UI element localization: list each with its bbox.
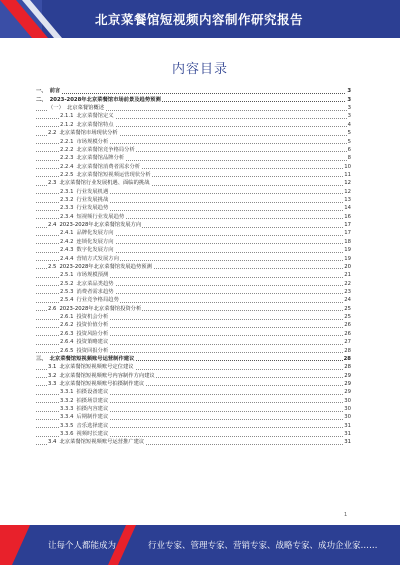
toc-entry-page: 20 <box>344 263 351 270</box>
toc-entry-number: 一、 <box>36 88 47 95</box>
toc-entry-number: 2.4.2 <box>60 238 74 245</box>
toc-entry[interactable] <box>36 162 351 170</box>
toc-entry-text: 投资风险分析 <box>76 330 109 337</box>
toc-entry-page: 16 <box>344 213 351 220</box>
toc-entry-text: 北京菜餐馆定义 <box>76 113 114 120</box>
toc-entry-number: 2.5.2 <box>60 280 74 287</box>
toc-entry-number: 3.2 <box>48 372 57 379</box>
toc-entry[interactable] <box>36 413 351 421</box>
toc-entry-label <box>60 289 115 296</box>
toc-entry-page: 5 <box>347 138 351 145</box>
toc-entry[interactable] <box>36 263 351 271</box>
toc-entry-number: 2.5.3 <box>60 288 74 295</box>
toc-entry-text: 消费者需求趋势 <box>76 288 114 295</box>
toc-entry[interactable] <box>36 388 351 396</box>
toc-entry-text: 投资回报分析 <box>76 347 109 354</box>
toc-entry-page: 24 <box>344 297 351 304</box>
toc-entry-text: 投资价值分析 <box>76 322 109 329</box>
toc-entry[interactable] <box>36 346 351 354</box>
toc-entry-page: 3 <box>347 113 351 120</box>
toc-entry-label <box>60 331 109 338</box>
toc-entry-number: 2.3.4 <box>60 213 74 220</box>
toc-entry[interactable] <box>36 187 351 195</box>
toc-entry-text: 行业发展趋势 <box>76 205 109 212</box>
toc-entry-text: 视频时长建议 <box>76 431 109 438</box>
toc-entry-page: 30 <box>344 414 351 421</box>
toc-entry[interactable] <box>36 204 351 212</box>
toc-entry-number: 2.4.1 <box>60 230 74 237</box>
toc-entry[interactable] <box>36 279 351 287</box>
toc-entry-page: 25 <box>344 305 351 312</box>
toc-entry-page: 31 <box>344 422 351 429</box>
toc-entry-page: 28 <box>344 347 351 354</box>
toc-entry-label <box>60 256 120 263</box>
toc-entry-page: 19 <box>344 255 351 262</box>
footer-red-stripe <box>0 525 30 565</box>
toc-entry[interactable] <box>36 421 351 429</box>
toc-entry-text: 拍摄内容建议 <box>76 406 109 413</box>
toc-entry[interactable] <box>36 120 351 128</box>
toc-entry-label <box>60 155 125 162</box>
toc-entry-page: 3 <box>347 96 351 103</box>
toc-entry-text: 北京菜餐馆特点 <box>76 121 114 128</box>
toc-entry-text: 北京菜餐馆短视频账号运营制作建议 <box>49 355 135 362</box>
toc-entry-label <box>60 423 109 430</box>
toc-entry-label <box>60 314 109 321</box>
toc-entry[interactable] <box>36 338 351 346</box>
toc-entry[interactable] <box>36 430 351 438</box>
toc-entry-page: 5 <box>347 130 351 137</box>
toc-heading: 内容目录 <box>171 62 228 77</box>
toc-entry-label <box>48 373 156 380</box>
toc-entry-text: 北京菜品类趋势 <box>76 280 114 287</box>
toc-entry-number: 三、 <box>36 355 47 362</box>
toc-entry-label <box>60 389 109 396</box>
toc-entry[interactable] <box>36 104 351 112</box>
toc-entry-text: 2023-2028年北京菜餐馆投资分析 <box>59 305 142 312</box>
toc-entry-page: 14 <box>344 205 351 212</box>
toc-entry-page: 10 <box>344 163 351 170</box>
toc-entry-text: 投资机会分析 <box>76 314 109 321</box>
toc-entry-number: 3.3.6 <box>60 431 74 438</box>
toc-entry-label <box>60 122 115 129</box>
toc-entry-page: 27 <box>344 339 351 346</box>
toc-entry[interactable] <box>36 438 351 446</box>
toc-dot-leader <box>36 93 351 94</box>
toc-entry-number: 2.2.2 <box>60 146 74 153</box>
toc-entry[interactable] <box>36 371 351 379</box>
toc-entry-text: 市场规模分析 <box>76 138 109 145</box>
toc-entry-label <box>60 431 109 438</box>
toc-entry-page: 18 <box>344 238 351 245</box>
header-banner <box>0 0 400 38</box>
toc-entry-number: 2.3.3 <box>60 205 74 212</box>
toc-entry[interactable] <box>36 246 351 254</box>
toc-entry-text: 数字化发展方向 <box>76 247 114 254</box>
toc-entry-label <box>48 180 151 187</box>
toc-entry-label <box>60 239 115 246</box>
toc-entry-page: 28 <box>344 364 351 371</box>
toc-entry-label <box>60 398 109 405</box>
toc-entry-text: 北京菜餐馆短视频运营现状分析 <box>76 171 151 178</box>
toc-entry-number: 2.1.1 <box>60 113 74 120</box>
toc-entry-number: 2.5.1 <box>60 272 74 279</box>
toc-entry-label <box>60 214 125 221</box>
toc-entry[interactable] <box>36 212 351 220</box>
toc-entry-page: 25 <box>344 314 351 321</box>
toc-entry-text: 品牌化发展方向 <box>76 230 114 237</box>
report-title: 北京菜餐馆短视频内容制作研究报告 <box>95 12 304 27</box>
toc-entry-page: 13 <box>344 197 351 204</box>
toc-entry-number: 2.2.3 <box>60 155 74 162</box>
toc-entry-label <box>48 381 145 388</box>
toc-entry-label <box>60 322 109 329</box>
toc-entry-page: 17 <box>344 230 351 237</box>
toc-entry-text: 投资策略建议 <box>76 339 109 346</box>
toc-entry-label <box>48 105 105 112</box>
toc-entry-number: 2.5.4 <box>60 297 74 304</box>
toc-entry-label <box>60 414 109 421</box>
toc-entry-page: 26 <box>344 322 351 329</box>
toc-entry-label <box>48 306 142 313</box>
toc-entry-number: 2.5 <box>48 263 57 270</box>
toc-entry[interactable] <box>36 87 351 95</box>
toc-entry-page: 30 <box>344 406 351 413</box>
toc-entry-text: 北京菜餐馆短视频账号拍摄制作建议 <box>59 380 145 387</box>
toc-entry-page: 29 <box>344 372 351 379</box>
toc-entry-label <box>60 297 120 304</box>
toc-entry-number: （一） <box>48 105 64 112</box>
toc-entry-number: 3.4 <box>48 439 57 446</box>
toc-entry[interactable] <box>36 196 351 204</box>
toc-entry-label <box>60 348 109 355</box>
toc-entry-label <box>60 197 109 204</box>
toc-entry-page: 31 <box>344 431 351 438</box>
toc-entry-page: 29 <box>344 380 351 387</box>
toc-entry-page: 6 <box>347 146 351 153</box>
toc-entry[interactable] <box>36 95 351 103</box>
toc-entry-text: 北京菜餐馆行业发展机遇、面临的挑战 <box>59 180 150 187</box>
toc-entry[interactable] <box>36 112 351 120</box>
toc-entry-page: 31 <box>344 439 351 446</box>
toc-entry-page: 29 <box>344 389 351 396</box>
toc-entry-label <box>36 356 135 363</box>
toc-entry-number: 3.3.1 <box>60 389 74 396</box>
toc-entry[interactable] <box>36 296 351 304</box>
toc-entry-text: 2023-2028年北京菜餐馆发展方向 <box>59 222 142 229</box>
toc-entry-text: 行业竞争格局趋势 <box>76 297 119 304</box>
toc-entry-label <box>60 406 109 413</box>
toc-entry-text: 2023-2028年北京菜餐馆发展趋势预测 <box>59 263 152 270</box>
toc-entry-number: 3.3.2 <box>60 397 74 404</box>
toc-entry[interactable] <box>36 129 351 137</box>
toc-entry-label <box>36 88 61 95</box>
toc-entry-text: 后期制作建议 <box>76 414 109 421</box>
toc-entry-page: 4 <box>347 121 351 128</box>
toc-entry-page: 17 <box>344 222 351 229</box>
toc-entry-number: 2.2.5 <box>60 171 74 178</box>
toc-entry-page: 12 <box>344 188 351 195</box>
toc-entry-number: 2.3.1 <box>60 188 74 195</box>
toc-entry[interactable] <box>36 154 351 162</box>
toc-entry-page: 28 <box>343 355 351 362</box>
toc-entry-label <box>60 272 109 279</box>
toc-entry-page: 3 <box>347 88 351 95</box>
toc-entry-number: 2.2.4 <box>60 163 74 170</box>
toc-entry-text: 北京菜餐馆品牌分析 <box>76 155 125 162</box>
toc-entry[interactable] <box>36 313 351 321</box>
toc-entry-text: 拍摄场景建议 <box>76 397 109 404</box>
toc-entry-text: 音乐选择建议 <box>76 422 109 429</box>
toc-entry-number: 2.4.4 <box>60 255 74 262</box>
toc-entry-number: 2.4 <box>48 222 57 229</box>
toc-entry-text: 连锁化发展方向 <box>76 238 114 245</box>
toc-entry-label <box>60 147 136 154</box>
toc-entry-label <box>60 281 115 288</box>
toc-entry-text: 北京菜餐馆消费者需求分析 <box>76 163 141 170</box>
toc-entry-label <box>48 364 135 371</box>
toc-entry-label <box>60 205 109 212</box>
toc-entry-label <box>36 97 162 104</box>
toc-entry-label <box>48 222 142 229</box>
toc-entry[interactable] <box>36 171 351 179</box>
toc-entry-text: 短视频行业发展趋势 <box>76 213 125 220</box>
toc-entry[interactable] <box>36 405 351 413</box>
toc-entry[interactable] <box>36 271 351 279</box>
toc-entry-number: 3.1 <box>48 364 57 371</box>
toc-entry-page: 21 <box>344 272 351 279</box>
toc-entry[interactable] <box>36 288 351 296</box>
toc-entry-number: 3.3.4 <box>60 414 74 421</box>
toc-entry[interactable] <box>36 363 351 371</box>
toc-entry-number: 2.1.2 <box>60 121 74 128</box>
toc-entry-label <box>60 172 152 179</box>
toc-entry-page: 3 <box>347 105 351 112</box>
toc-entry-text: 北京菜餐馆竞争格局分析 <box>76 146 135 153</box>
toc-entry-text: 北京菜餐馆短视频账号内容制作方向建议 <box>59 372 155 379</box>
toc-entry-page: 19 <box>344 247 351 254</box>
toc-entry-number: 二、 <box>36 96 47 103</box>
toc-entry-number: 2.6.4 <box>60 339 74 346</box>
toc-entry-number: 3.3.3 <box>60 406 74 413</box>
toc-entry-label <box>48 130 119 137</box>
toc-entry-label <box>60 339 109 346</box>
toc-entry-text: 前言 <box>49 88 61 95</box>
toc-entry[interactable] <box>36 321 351 329</box>
toc-entry-text: 行业发展挑战 <box>76 197 109 204</box>
toc-entry[interactable] <box>36 380 351 388</box>
toc-entry-text: 营销方式发展方向 <box>76 255 119 262</box>
toc-entry[interactable] <box>36 304 351 312</box>
toc-entry-text: 北京菜餐馆市场现状分析 <box>59 130 118 137</box>
toc-entry-label <box>60 189 109 196</box>
toc-entry-text: 北京菜餐馆短视频账号运营推广建议 <box>59 439 145 446</box>
toc-entry-page: 23 <box>344 288 351 295</box>
toc-entry-number: 2.6.3 <box>60 330 74 337</box>
toc-entry[interactable] <box>36 396 351 404</box>
table-of-contents <box>36 87 351 446</box>
toc-entry-label <box>60 113 115 120</box>
toc-entry-number: 2.3.2 <box>60 197 74 204</box>
toc-entry-text: 北京菜餐馆概述 <box>66 105 104 112</box>
toc-entry[interactable] <box>36 229 351 237</box>
toc-entry-label <box>60 139 109 146</box>
toc-entry-number: 2.6.5 <box>60 347 74 354</box>
toc-entry-label <box>48 439 145 446</box>
toc-entry-page: 26 <box>344 330 351 337</box>
toc-entry-label <box>60 247 115 254</box>
toc-entry-number: 2.6.2 <box>60 322 74 329</box>
toc-entry[interactable] <box>36 237 351 245</box>
toc-entry-number: 2.6.1 <box>60 314 74 321</box>
toc-entry-text: 2023-2028年北京菜餐馆市场前景及趋势预测 <box>49 96 161 103</box>
toc-entry-label <box>60 164 141 171</box>
footer-slogan-right: 行业专家、管理专家、营销专家、战略专家、成功企业家…… <box>148 541 378 551</box>
toc-entry-page: 22 <box>344 280 351 287</box>
toc-entry-number: 2.3 <box>48 180 57 187</box>
toc-entry-number: 2.6 <box>48 305 57 312</box>
toc-entry-text: 市场规模预测 <box>76 272 109 279</box>
toc-entry-text: 北京菜餐馆短视频账号定位建议 <box>59 364 134 371</box>
footer-slogan-left: 让每个人都能成为 <box>48 541 117 551</box>
toc-entry-number: 3.3 <box>48 380 57 387</box>
toc-entry-page: 12 <box>344 180 351 187</box>
toc-entry-number: 2.4.3 <box>60 247 74 254</box>
toc-entry-number: 2.2 <box>48 130 57 137</box>
toc-entry[interactable] <box>36 137 351 145</box>
toc-entry[interactable] <box>36 146 351 154</box>
toc-entry[interactable] <box>36 254 351 262</box>
toc-entry-page: 11 <box>344 171 351 178</box>
toc-entry-label <box>60 230 115 237</box>
toc-entry[interactable] <box>36 179 351 187</box>
toc-entry-text: 拍摄设备建议 <box>76 389 109 396</box>
toc-entry-page: 8 <box>347 155 351 162</box>
toc-entry[interactable] <box>36 355 351 363</box>
page-number: 1 <box>344 512 348 518</box>
footer-banner <box>0 525 400 565</box>
toc-entry-number: 2.2.1 <box>60 138 74 145</box>
toc-entry-page: 30 <box>344 397 351 404</box>
toc-entry-number: 3.3.5 <box>60 422 74 429</box>
toc-entry[interactable] <box>36 221 351 229</box>
toc-entry-text: 行业发展机遇 <box>76 188 109 195</box>
toc-entry-label <box>48 264 153 271</box>
toc-entry[interactable] <box>36 329 351 337</box>
